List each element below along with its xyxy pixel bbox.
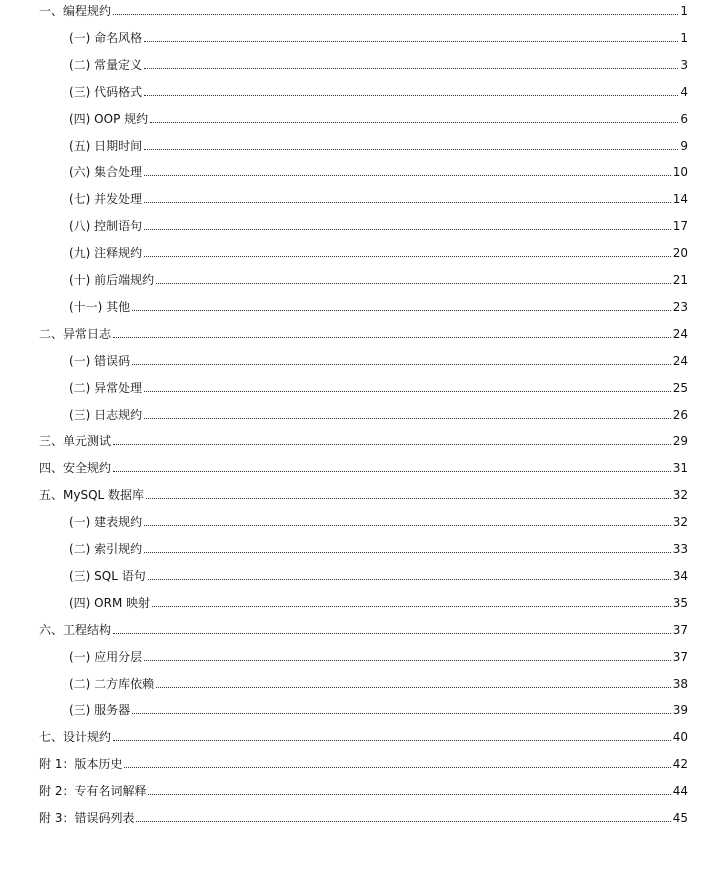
toc-entry[interactable]: [69, 592, 688, 610]
toc-dot-leader: [113, 633, 671, 634]
toc-entry-page-number: 3: [680, 57, 688, 72]
toc-entry-page-number: 9: [680, 138, 688, 153]
toc-entry[interactable]: [69, 161, 688, 179]
toc-entry[interactable]: [69, 242, 688, 260]
toc-dot-leader: [132, 310, 671, 311]
toc-dot-leader: [144, 391, 671, 392]
toc-entry[interactable]: [69, 81, 688, 99]
toc-entry[interactable]: [39, 457, 688, 475]
toc-entry-title: (一) 命名风格: [69, 30, 143, 45]
toc-entry-page-number: 25: [672, 380, 688, 395]
toc-dot-leader: [144, 95, 678, 96]
toc-dot-leader: [144, 418, 671, 419]
toc-entry-page-number: 6: [680, 111, 688, 126]
toc-entry-page-number: 35: [672, 595, 688, 610]
toc-entry[interactable]: [69, 538, 688, 556]
toc-entry-page-number: 10: [672, 165, 688, 180]
toc-entry-page-number: 37: [672, 649, 688, 664]
toc-entry[interactable]: [39, 726, 688, 744]
toc-entry[interactable]: [69, 350, 688, 368]
toc-entry[interactable]: [39, 430, 688, 448]
toc-entry-page-number: 4: [680, 84, 688, 99]
toc-entry-page-number: 34: [672, 568, 688, 583]
toc-entry-title: (二) 常量定义: [69, 57, 143, 72]
toc-dot-leader: [156, 283, 671, 284]
toc-entry[interactable]: [69, 673, 688, 691]
toc-entry[interactable]: [69, 511, 688, 529]
toc-entry-title: (一) 错误码: [69, 353, 131, 368]
toc-entry-title: (八) 控制语句: [69, 219, 143, 234]
toc-entry-title: 附 3：错误码列表: [39, 811, 135, 825]
toc-entry[interactable]: [69, 27, 688, 45]
toc-entry[interactable]: [69, 699, 688, 717]
toc-entry-page-number: 26: [672, 407, 688, 422]
toc-dot-leader: [144, 229, 671, 230]
toc-entry-page-number: 20: [672, 246, 688, 261]
toc-entry-page-number: 39: [672, 703, 688, 718]
toc-entry[interactable]: [69, 135, 688, 153]
toc-dot-leader: [113, 471, 671, 472]
toc-entry-title: 附 1：版本历史: [39, 757, 123, 772]
toc-dot-leader: [113, 444, 671, 445]
toc-entry-page-number: 29: [672, 434, 688, 449]
toc-entry-page-number: 40: [672, 730, 688, 745]
toc-entry-title: (二) 二方库依赖: [69, 676, 155, 691]
toc-entry-page-number: 38: [672, 676, 688, 691]
toc-entry[interactable]: [39, 323, 688, 341]
toc-entry-page-number: 32: [672, 515, 688, 530]
toc-entry-page-number: 33: [672, 542, 688, 556]
toc-entry-title: 五、MySQL 数据库: [39, 488, 145, 503]
toc-entry[interactable]: [69, 377, 688, 395]
toc-entry-title: (十一) 其他: [69, 299, 131, 314]
toc-entry[interactable]: [39, 753, 688, 771]
toc-entry[interactable]: [39, 0, 688, 18]
toc-entry-title: 三、单元测试: [39, 434, 112, 449]
toc-entry[interactable]: [69, 108, 688, 126]
toc-dot-leader: [113, 14, 678, 15]
toc-entry-title: (一) 建表规约: [69, 515, 143, 530]
toc-entry-page-number: 44: [672, 784, 688, 799]
toc-entry[interactable]: [69, 646, 688, 664]
toc-entry-page-number: 24: [672, 326, 688, 341]
toc-entry-title: (四) OOP 规约: [69, 111, 149, 126]
toc-entry-title: (二) 索引规约: [69, 542, 143, 556]
toc-entry-page-number: 24: [672, 353, 688, 368]
toc-entry-page-number: 1: [680, 30, 688, 45]
toc-dot-leader: [144, 202, 671, 203]
toc-entry-title: 六、工程结构: [39, 622, 112, 637]
toc-dot-leader: [144, 175, 671, 176]
toc-entry-page-number: 31: [672, 461, 688, 476]
toc-entry-title: (七) 并发处理: [69, 192, 143, 207]
toc-dot-leader: [124, 767, 670, 768]
toc-entry-page-number: 42: [672, 757, 688, 772]
toc-entry-title: 四、安全规约: [39, 461, 112, 476]
toc-dot-leader: [150, 122, 678, 123]
toc-entry-title: (三) 服务器: [69, 703, 131, 718]
toc-entry[interactable]: [69, 215, 688, 233]
toc-dot-leader: [132, 713, 671, 714]
toc-entry-title: (三) 代码格式: [69, 84, 143, 99]
toc-entry-page-number: 14: [672, 192, 688, 207]
toc-entry-title: (九) 注释规约: [69, 246, 143, 261]
toc-dot-leader: [113, 337, 671, 338]
toc-entry[interactable]: [39, 780, 688, 798]
toc-dot-leader: [148, 794, 670, 795]
toc-entry-title: 一、编程规约: [39, 4, 112, 18]
toc-entry[interactable]: [69, 269, 688, 287]
toc-entry-title: 七、设计规约: [39, 730, 112, 745]
toc-entry-page-number: 37: [672, 622, 688, 637]
toc-entry-title: (三) SQL 语句: [69, 568, 146, 583]
toc-entry[interactable]: [69, 54, 688, 72]
toc-entry-title: (一) 应用分层: [69, 649, 143, 664]
toc-dot-leader: [144, 552, 671, 553]
toc-entry-title: (三) 日志规约: [69, 407, 143, 422]
toc-dot-leader: [144, 660, 671, 661]
toc-dot-leader: [144, 525, 671, 526]
toc-entry-title: 附 2：专有名词解释: [39, 784, 147, 799]
toc-entry-page-number: 23: [672, 299, 688, 314]
toc-entry-title: (五) 日期时间: [69, 138, 143, 153]
toc-dot-leader: [144, 68, 678, 69]
toc-dot-leader: [136, 821, 670, 822]
toc-entry-page-number: 45: [672, 811, 688, 825]
toc-entry[interactable]: [69, 296, 688, 314]
toc-dot-leader: [144, 256, 671, 257]
toc-entry[interactable]: [39, 619, 688, 637]
toc-dot-leader: [152, 606, 671, 607]
toc-entry-page-number: 21: [672, 273, 688, 287]
toc-entry-page-number: 17: [672, 219, 688, 234]
toc-dot-leader: [148, 579, 671, 580]
toc-dot-leader: [113, 740, 671, 741]
toc-entry[interactable]: [69, 188, 688, 206]
toc-entry[interactable]: [39, 807, 688, 825]
toc-entry-title: (六) 集合处理: [69, 165, 143, 180]
toc-dot-leader: [144, 41, 678, 42]
toc-entry[interactable]: [69, 404, 688, 422]
toc-entry-title: (四) ORM 映射: [69, 595, 151, 610]
toc-dot-leader: [146, 498, 671, 499]
toc-entry-title: (十) 前后端规约: [69, 273, 155, 287]
toc-entry-page-number: 1: [680, 4, 688, 18]
toc-entry-title: (二) 异常处理: [69, 380, 143, 395]
toc-entry-title: 二、异常日志: [39, 326, 112, 341]
toc-entry-page-number: 32: [672, 488, 688, 503]
toc-dot-leader: [156, 687, 671, 688]
toc-dot-leader: [132, 364, 671, 365]
toc-entry[interactable]: [39, 484, 688, 502]
toc-dot-leader: [144, 149, 678, 150]
toc-entry[interactable]: [69, 565, 688, 583]
